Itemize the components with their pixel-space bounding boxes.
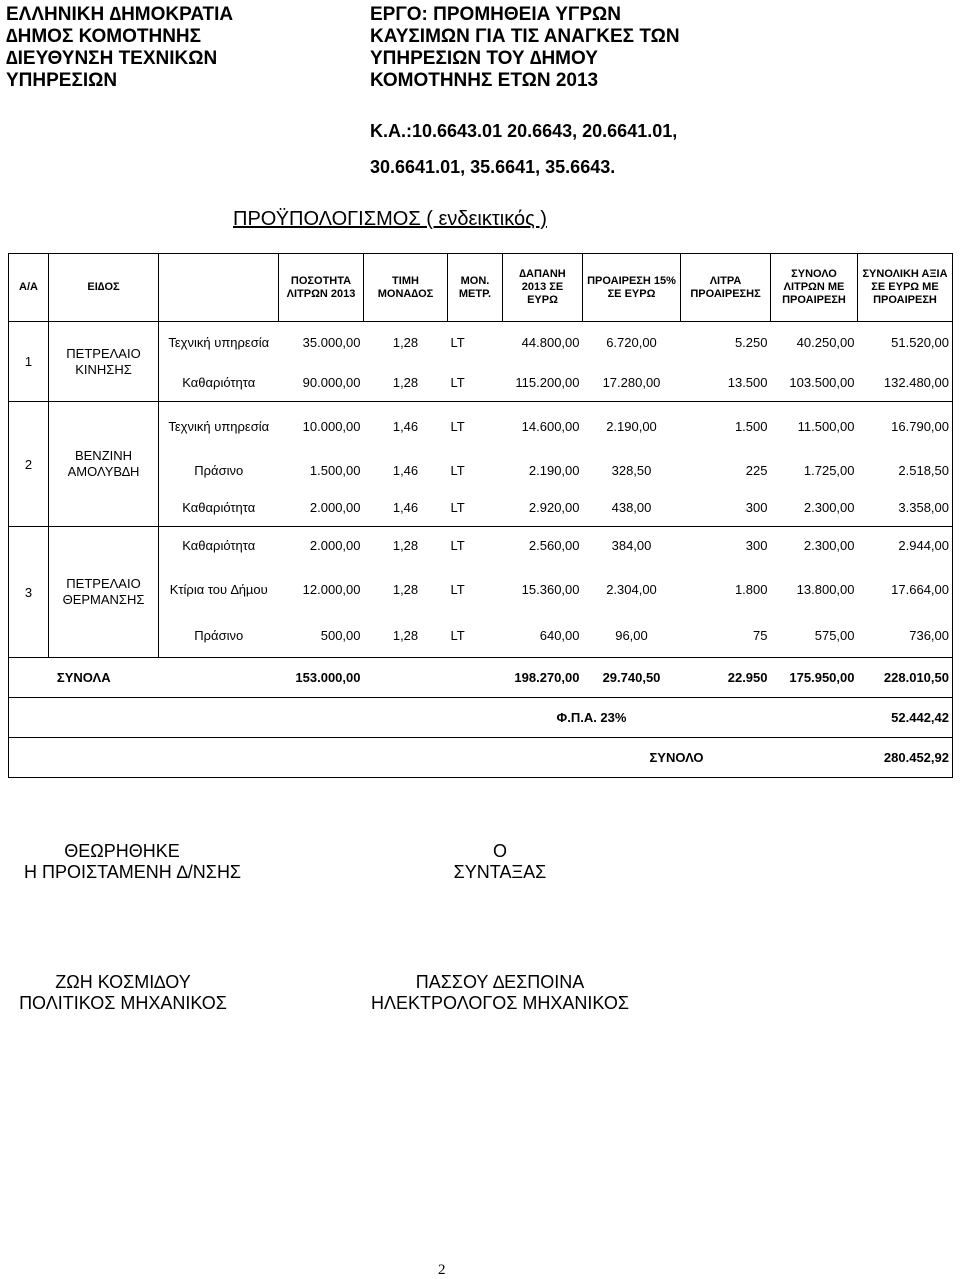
quantity-cell: 12.000,00 [302, 582, 361, 597]
cost-cell: 640,00 [503, 615, 583, 658]
quantity-cell: 10.000,00 [279, 402, 364, 452]
option-cost-cell: 17.280,00 [583, 364, 681, 402]
total-value-cell: 16.790,00 [858, 402, 953, 452]
unit-price-cell: 1,28 [392, 582, 419, 597]
page-number: 2 [438, 1262, 446, 1278]
cost-cell: 2.560,00 [503, 527, 583, 565]
quantity-cell: 500,00 [279, 615, 364, 658]
option-cost-cell: 6.720,00 [583, 322, 681, 364]
option-cost-cell: 2.190,00 [583, 402, 681, 452]
approver-name [8, 972, 238, 1014]
column-header: Α/Α [9, 254, 49, 322]
cost-cell: 44.800,00 [503, 322, 583, 364]
column-header: ΣΥΝΟΛΟ ΛΙΤΡΩΝ ΜΕ ΠΡΟΑΙΡΕΣΗ [771, 254, 858, 322]
total-liters-cell: 40.250,00 [771, 322, 858, 364]
vat-label: Φ.Π.Α. 23% [503, 698, 681, 738]
project-line: ΥΠΗΡΕΣΙΩΝ ΤΟΥ ∆ΗΜΟΥ [370, 48, 598, 69]
table-row [9, 527, 953, 565]
total-value-cell: 132.480,00 [858, 364, 953, 402]
option-liters-cell: 5.250 [681, 322, 771, 364]
totals-option-liters: 22.950 [681, 658, 771, 698]
item-number: 2 [9, 402, 49, 527]
unit-price-cell: 1,28 [364, 322, 448, 364]
unit-price-cell: 1,46 [392, 463, 419, 478]
quantity-cell: 1.500,00 [309, 463, 361, 478]
total-value-cell: 736,00 [858, 615, 953, 658]
unit-cell: LT [448, 490, 503, 527]
item-number: 3 [9, 527, 49, 658]
project-line: ΕΡΓΟ: ΠΡΟΜΗΘΕΙΑ ΥΓΡΩΝ [370, 4, 621, 25]
total-liters-cell: 1.725,00 [803, 463, 855, 478]
unit-cell: LT [450, 582, 465, 597]
option-liters-cell: 225 [745, 463, 768, 478]
budget-table [8, 253, 953, 778]
signature-line: Η ΠΡΟΙΣΤΑΜΕΝΗ ∆/ΝΣΗΣ [24, 862, 242, 882]
totals-value: 228.010,50 [858, 658, 953, 698]
total-liters-cell: 11.500,00 [771, 402, 858, 452]
quantity-cell: 90.000,00 [279, 364, 364, 402]
total-value-cell: 51.520,00 [858, 322, 953, 364]
column-header: ΣΥΝΟΛΙΚΗ ΑΞΙΑ ΣΕ ΕΥΡΩ ΜΕ ΠΡΟΑΙΡΕΣΗ [858, 254, 953, 322]
service-name: Καθαριότητα [159, 364, 279, 402]
quantity-cell: 2.000,00 [279, 490, 364, 527]
cost-cell: 2.190,00 [528, 463, 580, 478]
totals-quantity: 153.000,00 [279, 658, 364, 698]
quantity-cell: 35.000,00 [279, 322, 364, 364]
table-row [9, 402, 953, 452]
quantity-cell: 2.000,00 [279, 527, 364, 565]
option-liters-cell: 300 [681, 490, 771, 527]
option-liters-cell: 300 [681, 527, 771, 565]
option-cost-cell: 384,00 [583, 527, 681, 565]
service-name: Καθαριότητα [159, 527, 279, 565]
grand-total-value: 280.452,92 [858, 738, 953, 778]
option-liters-cell: 1.800 [734, 582, 768, 597]
total-value-cell: 2.944,00 [858, 527, 953, 565]
total-liters-cell: 2.300,00 [771, 490, 858, 527]
unit-cell: LT [450, 463, 465, 478]
service-name: Κτίρια του ∆ήµου [159, 565, 279, 615]
option-liters-cell: 75 [681, 615, 771, 658]
option-liters-cell: 1.500 [681, 402, 771, 452]
unit-price-cell: 1,46 [364, 490, 448, 527]
column-header: ΠΟΣΟΤΗΤΑ ΛΙΤΡΩΝ 2013 [279, 254, 364, 322]
signature-line: ΘΕΩΡΗΘΗΚΕ [64, 841, 180, 861]
service-name: Τεχνική υπηρεσία [159, 402, 279, 452]
totals-row [9, 658, 953, 698]
fuel-type: ΠΕΤΡΕΛΑΙΟ ΚΙΝΗΣΗΣ [49, 322, 159, 402]
issuer-line: ∆ΗΜΟΣ ΚΟΜΟΤΗΝΗΣ [6, 26, 202, 47]
cost-cell: 14.600,00 [503, 402, 583, 452]
option-cost-cell: 96,00 [583, 615, 681, 658]
total-value-cell: 17.664,00 [858, 565, 953, 615]
cost-cell: 115.200,00 [503, 364, 583, 402]
service-name: Καθαριότητα [159, 490, 279, 527]
table-row [9, 322, 953, 364]
unit-cell: LT [448, 322, 503, 364]
signature-line: ΠΑΣΣΟΥ ∆ΕΣΠΟΙΝΑ [415, 972, 585, 992]
unit-cell: LT [448, 527, 503, 565]
table-header-row [9, 254, 953, 322]
vat-row [9, 698, 953, 738]
issuer-block [6, 4, 233, 92]
cost-cell: 15.360,00 [521, 582, 580, 597]
unit-price-cell: 1,46 [364, 402, 448, 452]
column-header: ΕΙ∆ΟΣ [49, 254, 159, 322]
budget-codes-line-2: 30.6641.01, 35.6641, 35.6643. [370, 157, 616, 177]
total-liters-cell: 13.800,00 [796, 582, 855, 597]
grand-total-label: ΣΥΝΟΛΟ [583, 738, 771, 778]
cost-cell: 2.920,00 [503, 490, 583, 527]
column-header: ΛΙΤΡΑ ΠΡΟΑΙΡΕΣΗΣ [681, 254, 771, 322]
signature-line: ΖΩΗ ΚΟΣΜΙ∆ΟΥ [55, 972, 191, 992]
service-name: Πράσινο [159, 615, 279, 658]
unit-cell: LT [448, 402, 503, 452]
option-liters-cell: 13.500 [681, 364, 771, 402]
fuel-type: ΠΕΤΡΕΛΑΙΟ ΘΕΡΜΑΝΣΗΣ [49, 527, 159, 658]
total-liters-cell: 2.300,00 [771, 527, 858, 565]
service-name: Πράσινο [159, 452, 279, 490]
document-title: ΠΡΟΫΠΟΛΟΓΙΣΜΟΣ ( ενδεικτικός ) [233, 208, 547, 230]
total-liters-cell: 575,00 [771, 615, 858, 658]
fuel-type: ΒΕΝΖΙΝΗ ΑΜΟΛΥΒ∆Η [49, 402, 159, 527]
unit-cell: LT [448, 615, 503, 658]
unit-price-cell: 1,28 [364, 527, 448, 565]
total-value-cell: 2.518,50 [858, 452, 953, 490]
approver-role [24, 841, 242, 883]
unit-price-cell: 1,28 [364, 615, 448, 658]
column-header: ΜΟΝ. ΜΕΤΡ. [448, 254, 503, 322]
unit-cell: LT [448, 364, 503, 402]
option-cost-cell: 438,00 [583, 490, 681, 527]
issuer-line: ΥΠΗΡΕΣΙΩΝ [6, 70, 118, 91]
total-liters-cell: 103.500,00 [771, 364, 858, 402]
item-number: 1 [9, 322, 49, 402]
vat-value: 52.442,42 [858, 698, 953, 738]
author-role [400, 841, 600, 883]
totals-option: 29.740,50 [583, 658, 681, 698]
column-header: ∆ΑΠΑΝΗ 2013 ΣΕ ΕΥΡΩ [503, 254, 583, 322]
totals-cost: 198.270,00 [503, 658, 583, 698]
project-line: ΚΑΥΣΙΜΩΝ ΓΙΑ ΤΙΣ ΑΝΑΓΚΕΣ ΤΩΝ [370, 26, 680, 47]
unit-price-cell: 1,28 [364, 364, 448, 402]
budget-codes-line-1: Κ.Α.:10.6643.01 20.6643, 20.6641.01, [370, 121, 678, 141]
project-line: ΚΟΜΟΤΗΝΗΣ ΕΤΩΝ 2013 [370, 70, 599, 91]
totals-label: ΣΥΝΟΛΑ [9, 658, 159, 698]
option-cost-cell: 2.304,00 [606, 582, 657, 597]
issuer-line: ΕΛΛΗΝΙΚΗ ∆ΗΜΟΚΡΑΤΙΑ [6, 4, 234, 25]
option-cost-cell: 328,50 [611, 463, 652, 478]
project-block [370, 4, 680, 92]
signature-line: ΗΛΕΚΤΡΟΛΟΓΟΣ ΜΗΧΑΝΙΚΟΣ [371, 993, 629, 1013]
column-header [159, 254, 279, 322]
column-header: ΤΙΜΗ ΜΟΝΑ∆ΟΣ [364, 254, 448, 322]
total-value-cell: 3.358,00 [858, 490, 953, 527]
author-name [350, 972, 650, 1014]
service-name: Τεχνική υπηρεσία [159, 322, 279, 364]
grand-total-row [9, 738, 953, 778]
issuer-line: ∆ΙΕΥΘΥΝΣΗ ΤΕΧΝΙΚΩΝ [6, 48, 218, 69]
totals-liters: 175.950,00 [771, 658, 858, 698]
column-header: ΠΡΟΑΙΡΕΣΗ 15% ΣΕ ΕΥΡΩ [583, 254, 681, 322]
signature-line: Ο [492, 841, 507, 861]
signature-line: ΣΥΝΤΑΞΑΣ [453, 862, 547, 882]
signature-line: ΠΟΛΙΤΙΚΟΣ ΜΗΧΑΝΙΚΟΣ [19, 993, 227, 1013]
